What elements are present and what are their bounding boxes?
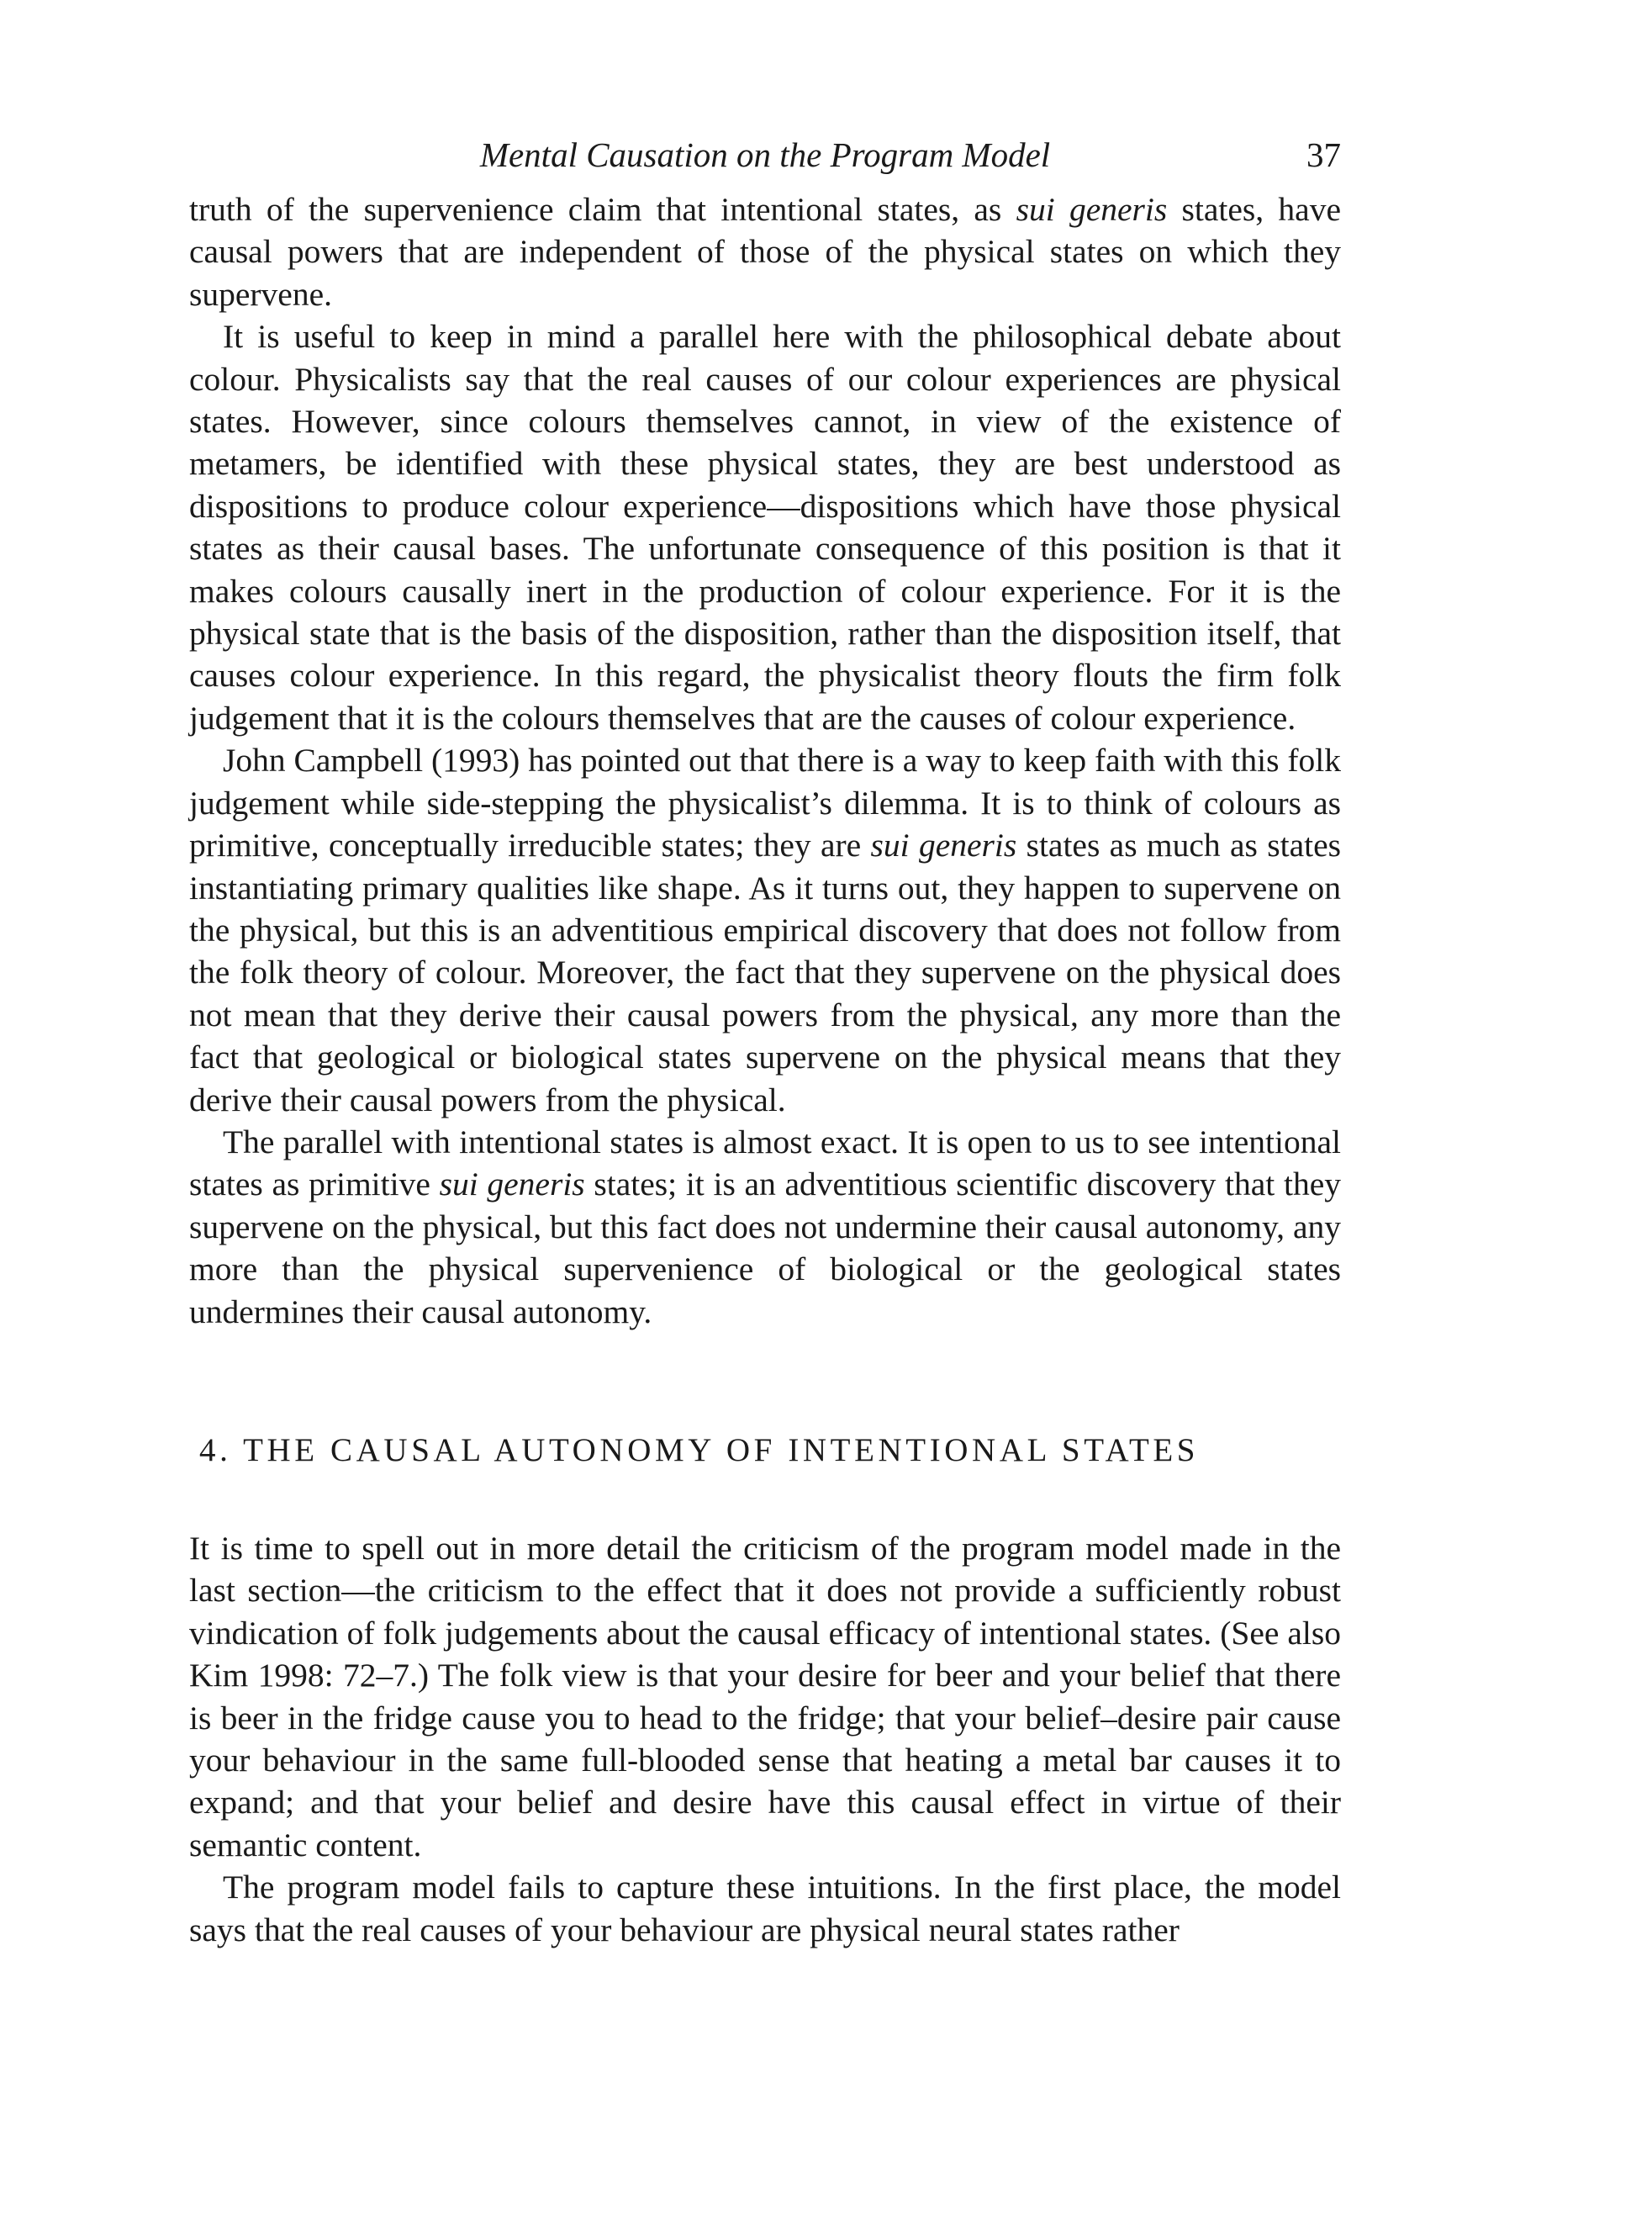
italic-term: sui generis: [1016, 191, 1168, 228]
section-paragraph-second: The program model fails to capture these intuitions. In the first place, the model says that the real causes of your behaviour are physical neural states rather: [189, 1869, 1341, 1948]
running-head: [189, 126, 1341, 185]
body-text: [189, 188, 1341, 1333]
paragraph-colour-parallel: It is useful to keep in mind a parallel here with the philosophical debate about colour. Physicalists say that the real causes of our colour experiences are physical states. However, since colours themselves cannot, in view of the existence of metamers, be identified with these physical states, they are best understood as dispositions to produce colour experience—dispositions which have those physical states as their causal bases. The unfortunate consequence of this position is that it makes colours causally inert in the production of colour experience. For it is the physical state that is the basis of the disposition, rather than the disposition itself, that causes colour experience. In this regard, the physicalist theory flouts the firm folk judgement that it is the colours themselves that are the causes of colour experience.: [189, 318, 1341, 737]
section-paragraph-first: It is time to spell out in more detail the criticism of the program model made in the last section—the criticism to the effect that it does not provide a sufficiently robust vindication of folk judgements about the causal efficacy of intentional states. (See also Kim 1998: 72–7.) The folk view is that your desire for beer and your belief that there is beer in the fridge cause you to head to the fridge; that your belief–desire pair cause your behaviour in the same full-blooded sense that heating a metal bar causes it to expand; and that your belief and desire have this causal effect in virtue of their semantic content.: [189, 1529, 1341, 1863]
paragraph-intentional-parallel: The parallel with intentional states is almost exact. It is open to us to see intentional states as primitive sui generis states; it is an adventitious scientific discovery that they supervene on the physical, but this fact does not undermine their causal autonomy, any more than the physical supervenience of biological or the geological states undermines their causal autonomy.: [189, 1123, 1341, 1330]
paragraph-continued: truth of the supervenience claim that intentional states, as sui generis states, have causal powers that are independent of those of the physical states on which they supervene.: [189, 191, 1341, 313]
section-body: [189, 1527, 1341, 1951]
section-heading: 4. THE CAUSAL AUTONOMY OF INTENTIONAL STATES: [199, 1431, 1200, 1468]
book-page: [189, 126, 1341, 1951]
page-number: 37: [1306, 135, 1341, 174]
italic-term: sui generis: [870, 827, 1017, 864]
running-title: Mental Causation on the Program Model: [479, 135, 1051, 174]
italic-term: sui generis: [439, 1166, 585, 1203]
paragraph-campbell: John Campbell (1993) has pointed out that there is a way to keep faith with this folk judgement while side-stepping the physicalist’s dilemma. It is to think of colours as primitive, conceptually irreducible states; they are sui generis states as much as states instantiating primary qualities like shape. As it turns out, they happen to supervene on the physical, but this is an adventitious empirical discovery that does not follow from the folk theory of colour. Moreover, the fact that they supervene on the physical does not mean that they derive their causal powers from the physical, any more than the fact that geological or biological states supervene on the physical means that they derive their causal powers from the physical.: [189, 742, 1341, 1118]
